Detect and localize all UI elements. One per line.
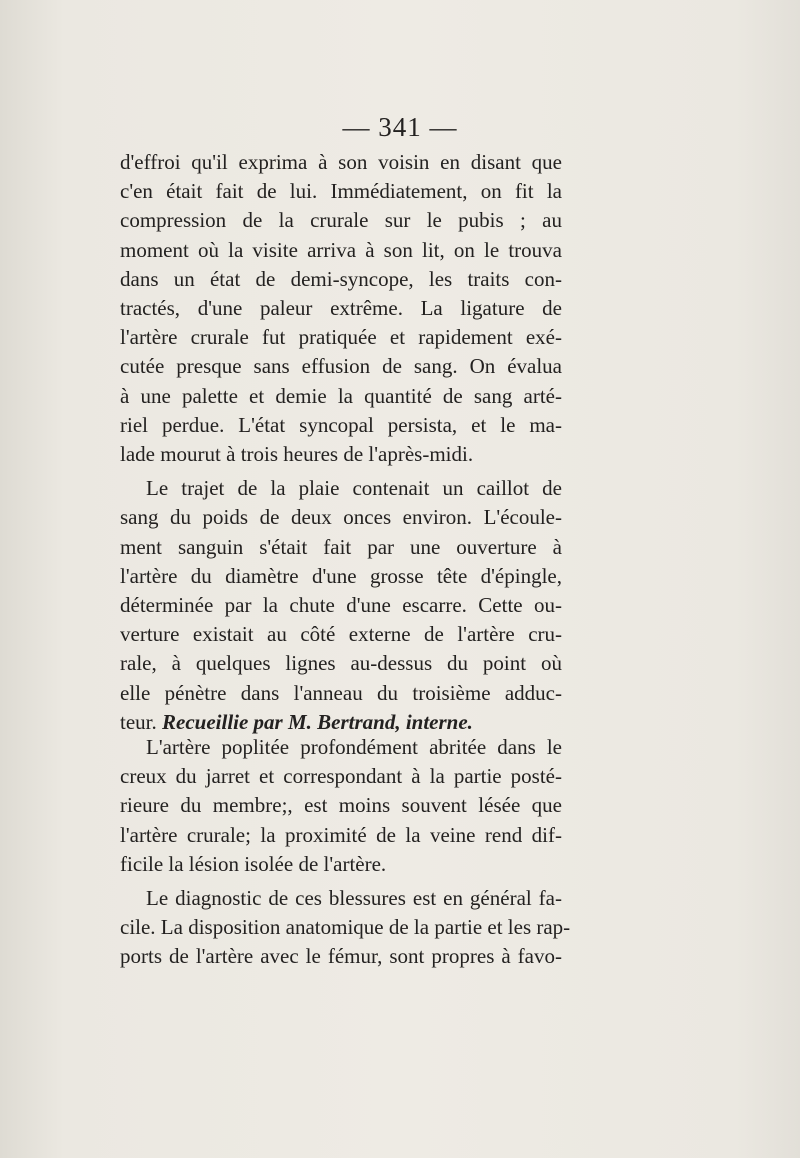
text-line: rieure du membre;, est moins souvent lésée que — [120, 793, 562, 818]
paragraph-2 — [120, 474, 562, 737]
text-line: moment où la visite arriva à son lit, on le trouva — [120, 237, 562, 262]
text-line: l'artère crurale; la proximité de la veine rend dif- — [120, 822, 562, 847]
text-block-lower — [120, 733, 571, 972]
text-line: d'effroi qu'il exprima à son voisin en disant que — [120, 150, 562, 174]
text-line: Le trajet de la plaie contenait un caillot de — [146, 476, 562, 501]
text-line: c'en était fait de lui. Immédiatement, on fit la — [120, 179, 562, 204]
text-line: cile. La disposition anatomique de la partie et les rap- — [120, 915, 571, 940]
text-line: l'artère du diamètre d'une grosse tête d'épingle, — [120, 563, 562, 588]
text-line: à une palette et demie la quantité de sang arté- — [120, 383, 562, 408]
text-line: riel perdue. L'état syncopal persista, et le ma- — [120, 412, 562, 437]
line-prefix: teur. — [120, 709, 157, 734]
text-line: sang du poids de deux onces environ. L'écoule- — [120, 505, 562, 530]
text-line: elle pénètre dans l'anneau du troisième adduc- — [120, 680, 562, 705]
text-line: rale, à quelques lignes au-dessus du point où — [120, 651, 562, 676]
text-line: compression de la crurale sur le pubis ; au — [120, 208, 562, 233]
paragraph-3 — [120, 733, 562, 879]
text-line: déterminée par la chute d'une escarre. Cette ou- — [120, 593, 562, 618]
text-line: cutée presque sans effusion de sang. On évalua — [120, 354, 562, 379]
text-line: verture existait au côté externe de l'artère cru- — [120, 622, 562, 647]
paragraph-1 — [120, 148, 562, 469]
text-line: ports de l'artère avec le fémur, sont propres à favo- — [120, 944, 562, 969]
author-credit: Recueillie par M. Bertrand, interne. — [162, 709, 473, 734]
text-line: lade mourut à trois heures de l'après-midi. — [120, 442, 474, 467]
text-line: ment sanguin s'était fait par une ouverture à — [120, 534, 562, 559]
text-line: L'artère poplitée profondément abritée dans le — [146, 735, 562, 759]
paragraph-4 — [120, 884, 571, 972]
text-line: dans un état de demi-syncope, les traits con- — [120, 266, 562, 291]
text-line: Le diagnostic de ces blessures est en général fa- — [146, 886, 562, 911]
text-block-upper — [120, 148, 562, 737]
text-line: l'artère crurale fut pratiquée et rapidement exé- — [120, 325, 562, 350]
page-number: — 341 — — [342, 112, 458, 142]
text-line: ficile la lésion isolée de l'artère. — [120, 851, 387, 876]
text-line: creux du jarret et correspondant à la partie posté- — [120, 764, 562, 789]
text-line: tractés, d'une paleur extrême. La ligature de — [120, 296, 562, 321]
